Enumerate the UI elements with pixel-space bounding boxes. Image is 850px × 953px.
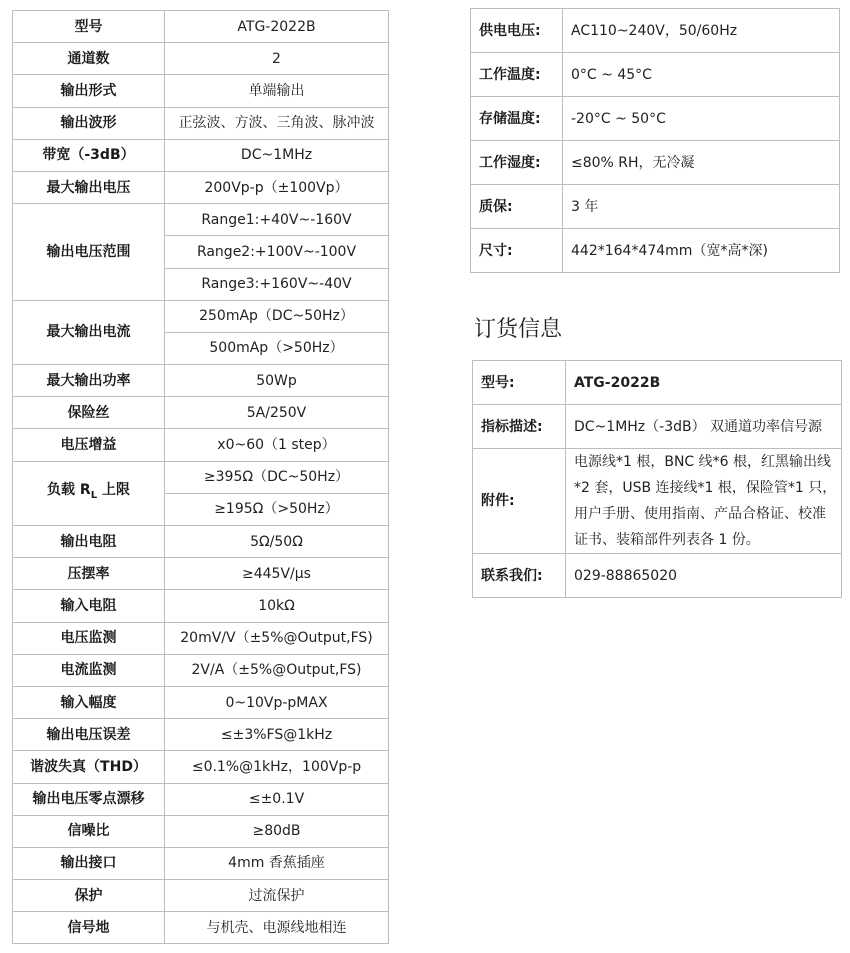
env-key: 工作温度: (471, 53, 563, 97)
spec-value: 2V/A（±5%@Output,FS) (165, 654, 389, 686)
spec-row (13, 654, 389, 686)
spec-value: 20mV/V（±5%@Output,FS) (165, 622, 389, 654)
order-key: 联系我们: (473, 554, 566, 598)
order-key: 附件: (473, 449, 566, 554)
spec-row (13, 558, 389, 590)
spec-key: 输出电压误差 (13, 719, 165, 751)
spec-key-subscript: L (90, 490, 98, 502)
spec-row (13, 107, 389, 139)
spec-key: 保护 (13, 880, 165, 912)
spec-value: Range3:+160V~-40V (165, 268, 389, 300)
spec-key: 输出接口 (13, 847, 165, 879)
order-key: 指标描述: (473, 405, 566, 449)
spec-row (13, 783, 389, 815)
spec-table (12, 10, 389, 944)
spec-row (13, 43, 389, 75)
spec-key: 带宽（-3dB） (13, 139, 165, 171)
spec-value: 4mm 香蕉插座 (165, 847, 389, 879)
spec-value: ≥80dB (165, 815, 389, 847)
spec-key: 最大输出电流 (13, 300, 165, 364)
spec-value: DC~1MHz (165, 139, 389, 171)
spec-key: 通道数 (13, 43, 165, 75)
order-table (472, 360, 842, 598)
order-value: DC~1MHz（-3dB） 双通道功率信号源 (566, 405, 842, 449)
spec-row (13, 590, 389, 622)
env-value: -20°C ~ 50°C (563, 97, 840, 141)
spec-key: 电压增益 (13, 429, 165, 461)
spec-row (13, 397, 389, 429)
spec-row (13, 751, 389, 783)
spec-value: Range2:+100V~-100V (165, 236, 389, 268)
env-row (471, 141, 840, 185)
spec-row (13, 139, 389, 171)
spec-key: 输出电压零点漂移 (13, 783, 165, 815)
env-row (471, 9, 840, 53)
spec-key: 压摆率 (13, 558, 165, 590)
spec-value: 50Wp (165, 365, 389, 397)
spec-value: ≥445V/μs (165, 558, 389, 590)
spec-value: x0~60（1 step） (165, 429, 389, 461)
spec-row (13, 461, 389, 493)
spec-row (13, 300, 389, 332)
spec-row (13, 880, 389, 912)
spec-value: 5A/250V (165, 397, 389, 429)
spec-key: 最大输出电压 (13, 171, 165, 203)
spec-value: 与机壳、电源线地相连 (165, 912, 389, 944)
spec-value: ≤±0.1V (165, 783, 389, 815)
spec-key: 输出形式 (13, 75, 165, 107)
spec-key: 电压监测 (13, 622, 165, 654)
order-row (473, 405, 842, 449)
env-key: 供电电压: (471, 9, 563, 53)
order-value: ATG-2022B (566, 361, 842, 405)
env-key: 质保: (471, 185, 563, 229)
spec-key: 输出电阻 (13, 526, 165, 558)
spec-value: 过流保护 (165, 880, 389, 912)
spec-value: 0~10Vp-pMAX (165, 686, 389, 718)
spec-key: 输出电压范围 (13, 204, 165, 301)
order-value: 029-88865020 (566, 554, 842, 598)
order-key: 型号: (473, 361, 566, 405)
env-value: ≤80% RH，无冷凝 (563, 141, 840, 185)
order-row (473, 554, 842, 598)
spec-key: 信号地 (13, 912, 165, 944)
spec-value: ATG-2022B (165, 11, 389, 43)
spec-key: 保险丝 (13, 397, 165, 429)
spec-row (13, 171, 389, 203)
spec-key (13, 461, 165, 525)
env-key: 存储温度: (471, 97, 563, 141)
spec-value: 正弦波、方波、三角波、脉冲波 (165, 107, 389, 139)
env-row (471, 53, 840, 97)
spec-value: 10kΩ (165, 590, 389, 622)
env-key: 工作湿度: (471, 141, 563, 185)
spec-value: 5Ω/50Ω (165, 526, 389, 558)
spec-value: ≤±3%FS@1kHz (165, 719, 389, 751)
spec-row (13, 622, 389, 654)
spec-value: 250mAp（DC~50Hz） (165, 300, 389, 332)
spec-key: 输入电阻 (13, 590, 165, 622)
spec-key: 谐波失真（THD） (13, 751, 165, 783)
environment-table (470, 8, 840, 273)
spec-key: 最大输出功率 (13, 365, 165, 397)
env-key: 尺寸: (471, 229, 563, 273)
order-info-title: 订货信息 (474, 317, 563, 342)
env-row (471, 97, 840, 141)
spec-key-tail: 上限 (97, 482, 130, 499)
spec-row (13, 429, 389, 461)
env-value: 442*164*474mm（宽*高*深) (563, 229, 840, 273)
order-value: 电源线*1 根，BNC 线*6 根，红黑输出线*2 套，USB 连接线*1 根，保险管*1 只，用户手册、使用指南、产品合格证、校准证书、装箱部件列表各 1 份。 (566, 449, 842, 554)
spec-value: 500mAp（>50Hz） (165, 332, 389, 364)
env-row (471, 229, 840, 273)
spec-value: 200Vp-p（±100Vp） (165, 171, 389, 203)
env-value: 3 年 (563, 185, 840, 229)
env-row (471, 185, 840, 229)
spec-row (13, 365, 389, 397)
spec-value: ≤0.1%@1kHz，100Vp-p (165, 751, 389, 783)
spec-value: Range1:+40V~-160V (165, 204, 389, 236)
spec-key: 信噪比 (13, 815, 165, 847)
spec-key: 输出波形 (13, 107, 165, 139)
order-row (473, 449, 842, 554)
spec-row (13, 526, 389, 558)
spec-row (13, 204, 389, 236)
spec-value: 单端输出 (165, 75, 389, 107)
order-row (473, 361, 842, 405)
spec-key: 电流监测 (13, 654, 165, 686)
spec-row (13, 11, 389, 43)
spec-key: 输入幅度 (13, 686, 165, 718)
spec-value: ≥395Ω（DC~50Hz） (165, 461, 389, 493)
spec-row (13, 847, 389, 879)
env-value: 0°C ~ 45°C (563, 53, 840, 97)
spec-value: 2 (165, 43, 389, 75)
spec-row (13, 719, 389, 751)
spec-value: ≥195Ω（>50Hz） (165, 493, 389, 525)
spec-row (13, 912, 389, 944)
spec-row (13, 686, 389, 718)
spec-key: 型号 (13, 11, 165, 43)
spec-row (13, 75, 389, 107)
env-value: AC110~240V，50/60Hz (563, 9, 840, 53)
spec-key-main: 负载 R (47, 482, 91, 499)
spec-row (13, 815, 389, 847)
